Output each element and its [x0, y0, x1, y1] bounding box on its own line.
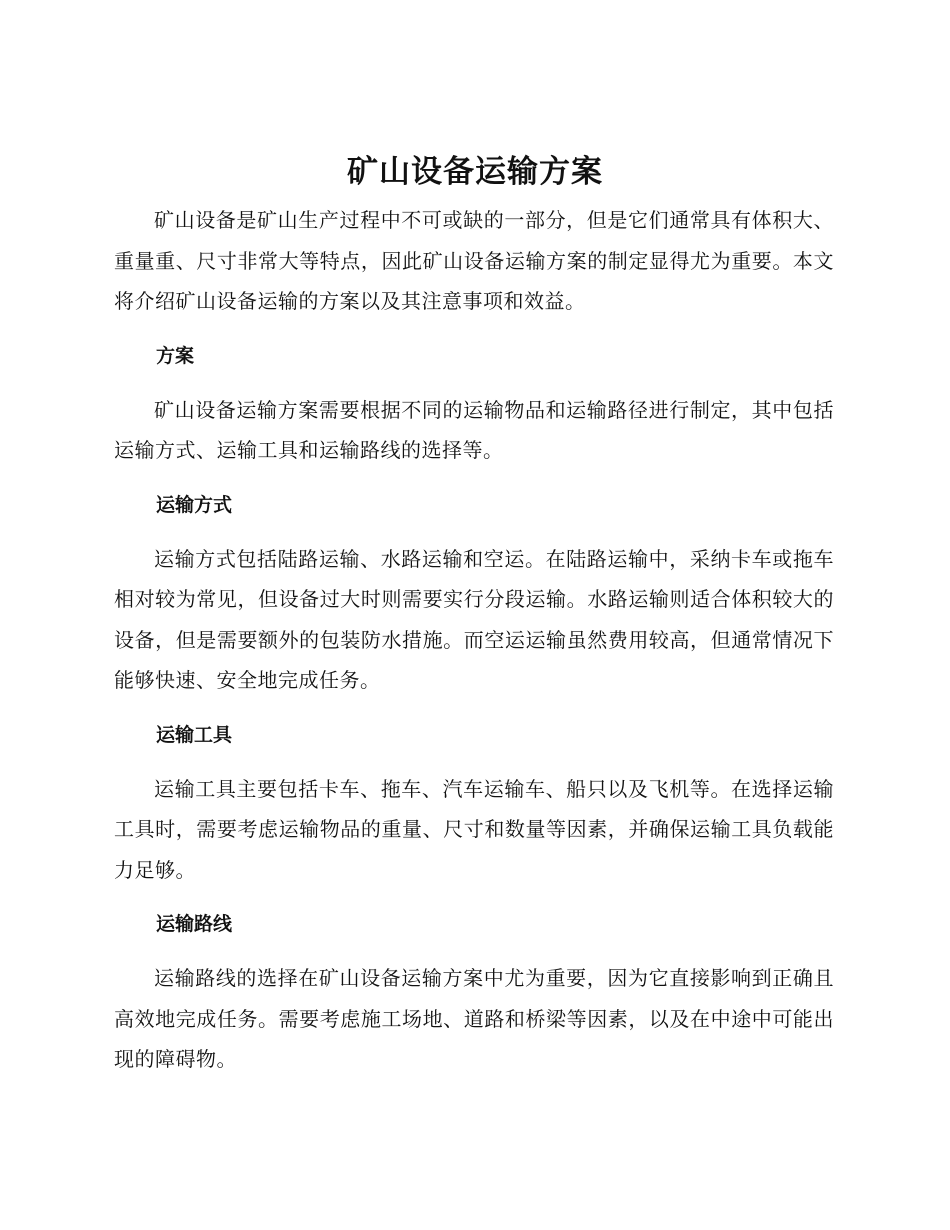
section-heading-transport-mode: 运输方式: [156, 493, 233, 516]
spacer: [114, 755, 834, 769]
spacer: [114, 944, 834, 958]
intro-paragraph: 矿山设备是矿山生产过程中不可或缺的一部分，但是它们通常具有体积大、重量重、尺寸非常大等特点，因此矿山设备运输方案的制定显得尤为重要。本文将介绍矿山设备运输的方案以及其注意事项和效益。: [114, 208, 834, 313]
section-paragraph-transport-route: 运输路线的选择在矿山设备运输方案中尤为重要，因为它直接影响到正确且高效地完成任务。需要考虑施工场地、道路和桥梁等因素，以及在中途中可能出现的障碍物。: [114, 966, 834, 1071]
spacer: [114, 471, 834, 485]
section-paragraph-plan: 矿山设备运输方案需要根据不同的运输物品和运输路径进行制定，其中包括运输方式、运输工具和运输路线的选择等。: [114, 397, 834, 462]
section-heading-transport-route: 运输路线: [156, 913, 233, 935]
spacer: [114, 376, 834, 390]
section-heading-transport-tools: 运输工具: [156, 723, 233, 746]
section-paragraph-transport-tools: 运输工具主要包括卡车、拖车、汽车运输车、船只以及飞机等。在选择运输工具时，需要考虑运输物品的重量、尺寸和数量等因素，并确保运输工具负载能力足够。: [114, 776, 834, 882]
spacer: [114, 322, 834, 336]
document-body: [114, 200, 834, 1080]
section-paragraph-transport-mode: 运输方式包括陆路运输、水路运输和空运。在陆路运输中，采纳卡车或拖车相对较为常见，但设备过大时则需要实行分段运输。水路运输则适合体积较大的设备，但是需要额外的包装防水措施。而空运运输虽然费用较高，但通常情况下能够快速、安全地完成任务。: [114, 546, 834, 692]
spacer: [114, 701, 834, 715]
spacer: [114, 525, 834, 539]
section-heading-plan: 方案: [156, 344, 195, 367]
spacer: [114, 890, 834, 904]
document-title: 矿山设备运输方案: [347, 154, 603, 190]
